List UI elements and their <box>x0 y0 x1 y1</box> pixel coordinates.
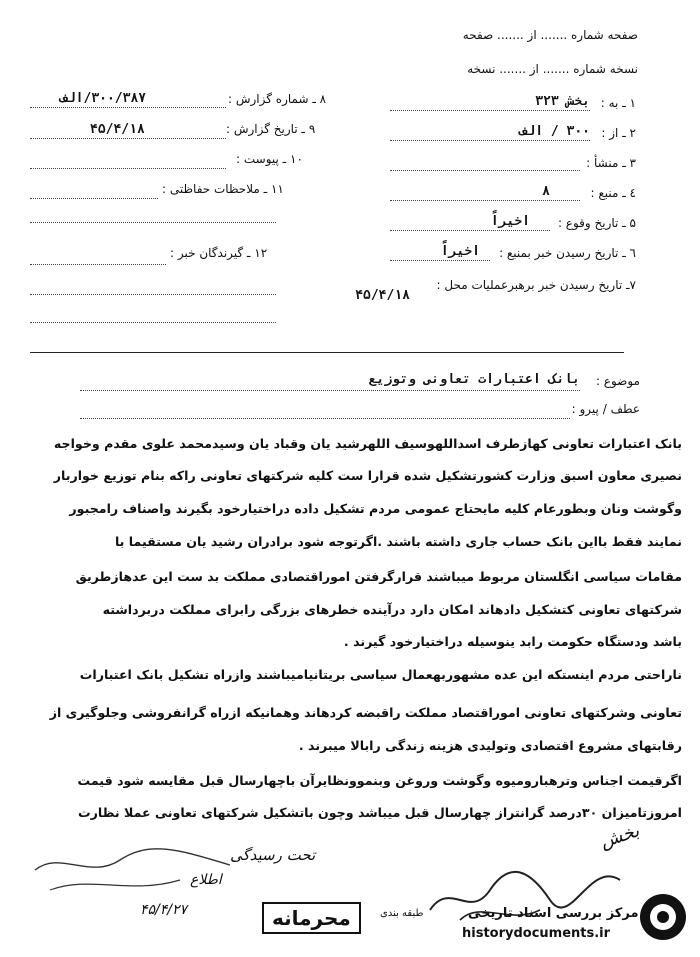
classification-sub: طبقه بندی <box>380 908 424 919</box>
page-number-label: صفحه شماره ....... از ....... صفحه <box>462 28 638 42</box>
field-report-date-line <box>30 138 226 139</box>
watermark-logo-icon <box>640 894 686 940</box>
field-source-value: ۸ <box>542 184 550 199</box>
body-line-6: شرکتهای تعاونی کتشکیل دادهاند امکان دارد درآینده خطرهای بزرگی رابرای مملکت دربرداشته <box>102 602 682 617</box>
classification-stamp <box>262 902 361 934</box>
body-line-8: ناراحتی مردم اینستکه این عده مشهوربهعمال سیاسی بریتانیامیباشند وازراه تشکیل بانک اعتبارات <box>79 667 682 682</box>
field-security-notes-label: ۱۱ ـ ملاحظات حفاظتی : <box>162 182 284 196</box>
field-source-line <box>390 200 580 201</box>
field-report-number-line <box>30 107 226 108</box>
body-line-11: اگرقیمت اجناس وترهبارومیوه وگوشت وروغن وبنموونظایرآن باچهارسال قبل مقایسه شود قیمت <box>77 773 682 788</box>
body-line-12: امروزتامیزان ۳۰درصد گرانتراز چهارسال قبل میباشد وچون باتشکیل شرکتهای تعاونی عملا نظارت <box>78 805 682 820</box>
field-received-ops-value: ۴۵/۴/۱۸ <box>355 288 410 303</box>
body-line-4: نمایند فقط بااین بانک حساب جاری داشته باشند .اگرتوجه شود برادران رشید یان مستقیما با <box>114 534 682 549</box>
field-from-value: ۳۰۰ / الف <box>519 124 590 139</box>
watermark-line-1: مرکز بررسی اسناد تاریخی <box>468 906 639 921</box>
handwritten-date: ۴۵/۴/۲۷ <box>140 902 188 918</box>
body-line-7: باشد ودستگاه حکومت رابد ینوسیله دراختیارخود گیرند . <box>343 634 682 649</box>
field-attachment-line <box>30 168 226 169</box>
field-security-notes-line-2 <box>30 222 276 223</box>
body-line-5: مقامات سیاسی انگلستان مربوط میباشند قرارگرفتن اموراقتصادی مملکت بد ست این عدهازطریق <box>75 569 682 584</box>
field-security-notes-line <box>30 198 158 199</box>
handwritten-note-2: اطلاع <box>190 872 222 888</box>
field-event-date-label: ۵ ـ تاریخ وقوع : <box>557 216 636 230</box>
reference-label: عطف / پیرو : <box>571 402 640 416</box>
field-event-date-value: اخیراً <box>490 214 530 229</box>
body-line-2: نصیری معاون اسبق وزارت کشورتشکیل شده قرارا ست کلیه شرکتهای تعاونی راکه بنام توزیع خواربار <box>53 468 682 483</box>
watermark-line-2: historydocuments.ir <box>462 926 611 941</box>
reference-line <box>80 418 570 419</box>
field-from-line <box>390 140 590 141</box>
body-line-10: رقابتهای مشروع اقتصادی وتولیدی هزینه زندگی رابالا میبرند . <box>298 738 682 753</box>
handwritten-margin-note: بخش <box>597 820 642 853</box>
field-report-date-value: ۴۵/۴/۱۸ <box>90 122 145 137</box>
field-recipients-label: ۱۲ ـ گیرندگان خبر : <box>170 246 268 260</box>
field-received-source-label: ٦ ـ تاریخ رسیدن خبر بمنبع : <box>499 246 636 260</box>
field-recipients-line-2 <box>30 294 276 295</box>
body-line-1: بانک اعتبارات تعاونی کهازطرف اسداللهوسیف اللهرشید یان وقباد یان وسیدمحمد علوی مقدم وخواجه <box>53 436 682 451</box>
handwritten-scribble-left <box>30 830 240 900</box>
field-to-value: بخش ۳۲۳ <box>535 94 590 109</box>
field-report-date-label: ۹ ـ تاریخ گزارش : <box>226 122 316 136</box>
field-received-source-value: اخیراً <box>440 244 480 259</box>
copy-number-label: نسخه شماره ....... از ....... نسخه <box>467 62 638 76</box>
handwritten-note-1: تحت رسیدگی <box>230 846 316 864</box>
field-to-line <box>390 110 590 111</box>
subject-label: موضوع : <box>595 374 640 388</box>
subject-value: بانک اعتبارات تعاونی وتوزیع <box>368 372 580 387</box>
field-source-label: ٤ ـ منبع : <box>590 186 636 200</box>
field-from-label: ۲ ـ از : <box>601 126 636 140</box>
field-received-source-line <box>390 260 490 261</box>
body-line-3: وگوشت ونان وبطورعام کلیه مایحتاج عمومی مردم تشکیل داده دراختیارخود بگیرند واصناف رامجبور <box>69 501 682 516</box>
field-attachment-label: ۱۰ ـ پیوست : <box>236 152 303 166</box>
header-divider <box>30 352 624 353</box>
field-origin-line <box>390 170 580 171</box>
classification-text: محرمانه <box>272 906 351 930</box>
subject-line <box>80 390 580 391</box>
field-received-ops-label: ۷ـ تاریخ رسیدن خبر برهبرعملیات محل : <box>436 278 636 292</box>
field-origin-label: ۳ ـ منشأ : <box>586 156 636 170</box>
field-recipients-line <box>30 264 166 265</box>
field-to-label: ۱ ـ به : <box>600 96 636 110</box>
field-report-number-label: ۸ ـ شماره گزارش : <box>228 92 327 106</box>
field-recipients-line-3 <box>30 322 276 323</box>
body-line-9: تعاونی وشرکتهای تعاونی اموراقتصاد مملکت راقبضه کردهاند وهمانیکه ازراه گرانفروشی وجلوگیری از <box>49 705 682 720</box>
field-event-date-line <box>390 230 550 231</box>
field-report-number-value: ۳۰۰/۳۸۷/الف <box>60 91 147 106</box>
